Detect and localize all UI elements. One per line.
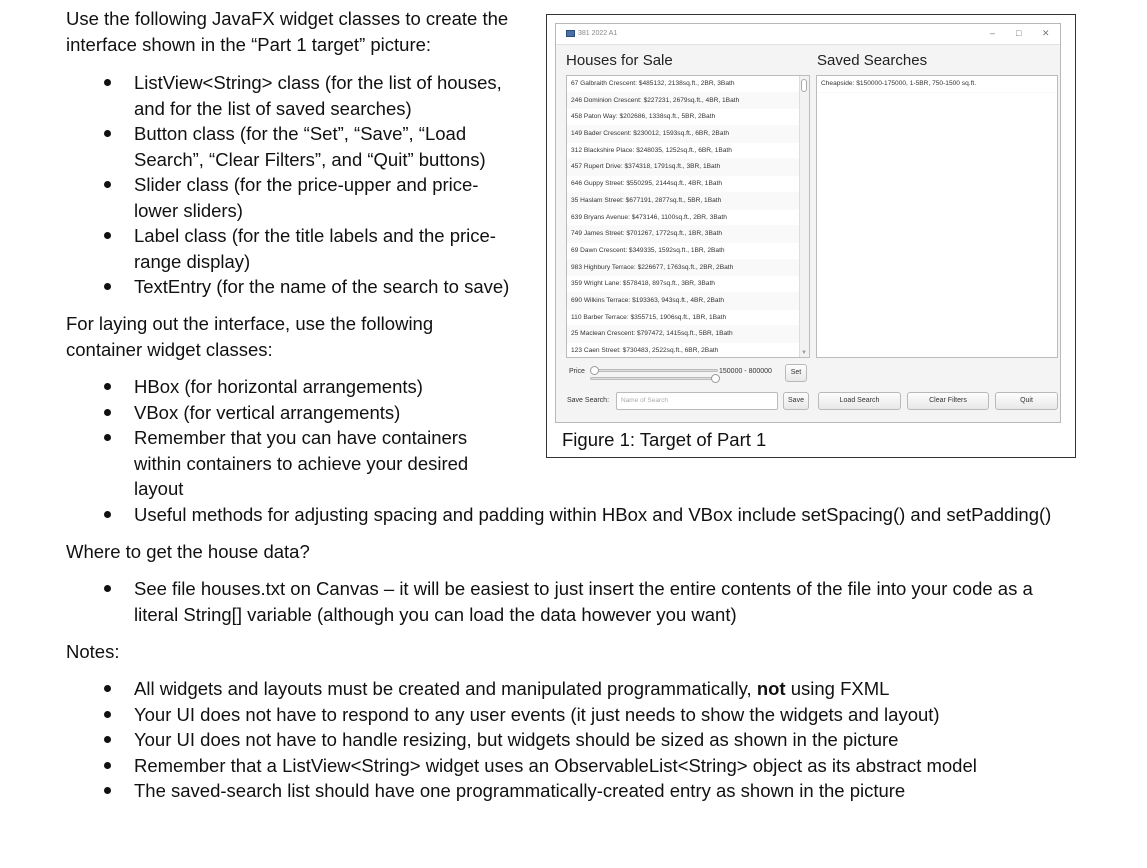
house-list-item[interactable]: 458 Paton Way: $202686, 1338sq.ft., 5BR, 2Bath xyxy=(567,109,800,126)
figure-caption: Figure 1: Target of Part 1 xyxy=(562,429,767,450)
intro-line-1: Use the following JavaFX widget classes to create the xyxy=(66,8,509,29)
data-heading: Where to get the house data? xyxy=(66,541,310,562)
figure-part-1-target xyxy=(546,14,1076,458)
save-search-label: Save Search: xyxy=(567,397,610,404)
house-list-item[interactable]: 110 Barber Terrace: $355715, 1906sq.ft., 1BR, 1Bath xyxy=(567,310,800,327)
emphasis-text: not xyxy=(756,678,786,699)
widget-bullet-line: Label class (for the title labels and the price- xyxy=(134,225,496,246)
layout-bullet-line: within containers to achieve your desired xyxy=(134,452,469,474)
saved-search-item[interactable]: Cheapside: $150000-175000, 1-5BR, 750-1500 sq.ft. xyxy=(817,76,1057,93)
layout-bullet-4 xyxy=(66,502,1126,528)
houses-rows xyxy=(567,76,800,358)
widget-bullet-1 xyxy=(66,70,546,121)
notes-bullet-5 xyxy=(66,778,1136,804)
data-bullet-list xyxy=(66,576,1136,627)
data-bullet-line: See file houses.txt on Canvas – it will be easiest to just insert the entire contents of the file into your code as a xyxy=(134,578,1033,599)
window-titlebar xyxy=(556,24,1060,45)
clear-filters-button[interactable]: Clear Filters xyxy=(907,392,989,410)
app-icon xyxy=(566,30,575,37)
set-button[interactable]: Set xyxy=(785,364,807,382)
save-button[interactable]: Save xyxy=(783,392,809,410)
app-window xyxy=(555,23,1061,423)
notes-bullet-line xyxy=(134,778,1136,804)
notes-bullet-2 xyxy=(66,702,1136,728)
layout-bullet-line: Remember that you can have containers xyxy=(134,427,468,448)
layout-intro-line-1: For laying out the interface, use the following xyxy=(66,313,434,334)
widget-bullets xyxy=(66,70,546,300)
houses-title: Houses for Sale xyxy=(566,52,673,69)
widget-bullet-2 xyxy=(66,121,546,172)
widget-bullet-4 xyxy=(66,223,546,274)
widget-bullet-line: TextEntry (for the name of the search to save) xyxy=(134,276,510,297)
widget-bullet-line: Button class (for the “Set”, “Save”, “Load xyxy=(134,123,467,144)
widget-bullet-line: Slider class (for the price-upper and price- xyxy=(134,174,479,195)
house-list-item[interactable]: 67 Galbraith Crescent: $485132, 2138sq.ft., 2BR, 3Bath xyxy=(567,76,800,93)
house-list-item[interactable]: 359 Wright Lane: $578418, 897sq.ft., 3BR, 3Bath xyxy=(567,276,800,293)
minimize-icon[interactable]: – xyxy=(990,28,996,38)
house-list-item[interactable]: 123 Caen Street: $730483, 2522sq.ft., 6BR, 2Bath xyxy=(567,343,800,358)
price-upper-slider-thumb[interactable] xyxy=(711,374,720,383)
widget-bullet-3 xyxy=(66,172,546,223)
house-list-item[interactable]: 246 Dominion Crescent: $227231, 2679sq.ft., 4BR, 1Bath xyxy=(567,93,800,110)
price-lower-slider-track[interactable] xyxy=(590,369,718,372)
intro-line-2: interface shown in the “Part 1 target” picture: xyxy=(66,33,432,55)
price-range-display: 150000 - 800000 xyxy=(719,368,772,375)
price-lower-slider-thumb[interactable] xyxy=(590,366,599,375)
house-list-item[interactable]: 149 Bader Crescent: $230012, 1593sq.ft., 6BR, 2Bath xyxy=(567,126,800,143)
notes-bullet-line xyxy=(134,676,1136,702)
price-label: Price xyxy=(569,368,585,375)
house-list-item[interactable]: 35 Haslam Street: $677191, 2877sq.ft., 5BR, 1Bath xyxy=(567,193,800,210)
load-search-button[interactable]: Load Search xyxy=(818,392,901,410)
quit-button[interactable]: Quit xyxy=(995,392,1058,410)
note-text: Remember that a ListView<String> widget uses an ObservableList<String> object as its abstract model xyxy=(134,754,977,776)
layout-bullet-line: HBox (for horizontal arrangements) xyxy=(134,376,423,397)
saved-searches-list[interactable] xyxy=(816,75,1058,358)
data-bullet-1 xyxy=(66,576,1136,627)
notes-bullet-line xyxy=(134,727,1136,753)
notes-bullet-4 xyxy=(66,753,1136,779)
data-bullet-line: literal String[] variable (although you can load the data however you want) xyxy=(134,603,737,625)
notes-bullet-line xyxy=(134,702,1136,728)
widget-bullet-5 xyxy=(66,274,546,300)
house-list-item[interactable]: 690 Wilkins Terrace: $193363, 943sq.ft., 4BR, 2Bath xyxy=(567,293,800,310)
house-list-item[interactable]: 749 James Street: $701267, 1772sq.ft., 1BR, 3Bath xyxy=(567,226,800,243)
scroll-thumb[interactable] xyxy=(801,79,807,92)
house-list-item[interactable]: 312 Blackshire Place: $248035, 1252sq.ft., 6BR, 1Bath xyxy=(567,143,800,160)
house-list-item[interactable]: 69 Dawn Crescent: $349335, 1592sq.ft., 1BR, 2Bath xyxy=(567,243,800,260)
note-text: using FXML xyxy=(785,678,890,699)
house-list-item[interactable]: 457 Rupert Drive: $374318, 1791sq.ft., 3BR, 1Bath xyxy=(567,159,800,176)
notes-bullet-line xyxy=(134,753,1136,779)
layout-bullet-line: VBox (for vertical arrangements) xyxy=(134,401,401,423)
widget-class-list xyxy=(66,70,546,300)
notes-bullet-list xyxy=(66,676,1136,804)
window-title: 381 2022 A1 xyxy=(578,30,618,37)
search-name-input[interactable]: Name of Search xyxy=(616,392,778,410)
house-list-item[interactable]: 25 Maclean Crescent: $797472, 1415sq.ft., 5BR, 1Bath xyxy=(567,326,800,343)
note-text: The saved-search list should have one programmatically-created entry as shown in the picture xyxy=(134,780,906,801)
house-list-item[interactable]: 983 Highbury Terrace: $226677, 1763sq.ft., 2BR, 2Bath xyxy=(567,260,800,277)
widget-bullet-line: lower sliders) xyxy=(134,199,243,221)
house-list-item[interactable]: 646 Guppy Street: $550295, 2144sq.ft., 4BR, 1Bath xyxy=(567,176,800,193)
close-icon[interactable]: ✕ xyxy=(1042,28,1050,38)
widget-bullet-line: and for the list of saved searches) xyxy=(134,97,412,119)
note-text: All widgets and layouts must be created and manipulated programmatically, xyxy=(134,678,757,699)
maximize-icon[interactable]: □ xyxy=(1016,28,1022,38)
saved-rows xyxy=(817,76,1057,93)
layout-intro-paragraph xyxy=(66,311,433,362)
houses-list[interactable] xyxy=(566,75,810,358)
widget-bullet-line: Search”, “Clear Filters”, and “Quit” buttons) xyxy=(134,148,486,170)
intro-paragraph xyxy=(66,6,508,57)
notes-bullet-3 xyxy=(66,727,1136,753)
note-text: Your UI does not have to handle resizing, but widgets should be sized as shown in the picture xyxy=(134,729,899,750)
notes-heading: Notes: xyxy=(66,641,120,662)
layout-intro-line-2: container widget classes: xyxy=(66,338,273,360)
note-text: Your UI does not have to respond to any user events (it just needs to show the widgets and layout) xyxy=(134,703,940,725)
widget-bullet-line: range display) xyxy=(134,250,251,272)
layout-bullet-line: Useful methods for adjusting spacing and padding within HBox and VBox include setSpacing() and setPadding() xyxy=(134,503,1052,525)
scroll-down-icon[interactable]: ▼ xyxy=(801,350,807,356)
notes-bullets xyxy=(66,676,1136,804)
houses-scrollbar[interactable] xyxy=(799,76,809,357)
house-list-item[interactable]: 639 Bryans Avenue: $473146, 1100sq.ft., 2BR, 3Bath xyxy=(567,210,800,227)
data-bullets xyxy=(66,576,1136,627)
notes-bullet-1 xyxy=(66,676,1136,702)
saved-searches-title: Saved Searches xyxy=(817,52,928,69)
widget-bullet-line: ListView<String> class (for the list of houses, xyxy=(134,72,502,93)
layout-bullet-line: layout xyxy=(134,478,184,499)
price-upper-slider-track[interactable] xyxy=(590,377,718,380)
